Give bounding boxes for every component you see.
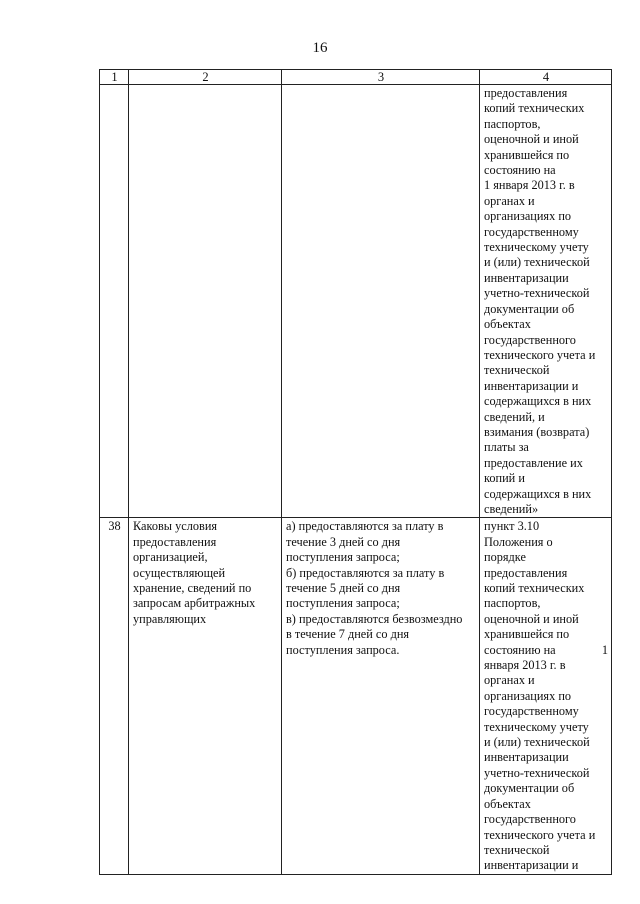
text-line: и (или) технической [484, 255, 590, 270]
text-line: инвентаризации [484, 750, 569, 765]
text-line: объектах [484, 796, 531, 811]
text-line: 1 [601, 642, 608, 657]
text-line: инвентаризации и [484, 378, 579, 393]
table-header-row [100, 70, 612, 85]
text-line: января 2013 г. в [484, 658, 566, 673]
text-line: течение 3 дней со дня [286, 534, 401, 549]
text-line: 1 января 2013 г. в [484, 178, 575, 193]
text-line: копий технических [484, 101, 585, 116]
text-line: сведений» [484, 501, 539, 516]
text-line: б) предоставляются за плату в [286, 565, 445, 580]
text-line: паспортов, [484, 596, 541, 611]
text-line: в течение 7 дней со дня [286, 627, 410, 642]
text-line: учетно-технической [484, 286, 590, 301]
text-line: копий технических [484, 581, 585, 595]
text-line: и (или) технической [484, 735, 590, 750]
column-header-1: 1 [100, 70, 129, 85]
column-header-4: 4 [480, 70, 612, 85]
text-line: хранившейся по [484, 627, 570, 642]
text-line: состоянию на [484, 163, 556, 178]
text-line: а) предоставляются за плату в [286, 519, 444, 534]
text-line: предоставления [133, 534, 217, 549]
text-line: технической [484, 842, 550, 857]
document-table [99, 69, 612, 875]
text-line: содержащихся в них [484, 394, 592, 409]
text-line: оценочной и иной [484, 132, 579, 147]
text-line: государственного [484, 812, 576, 827]
text-line: поступления запроса; [286, 596, 400, 611]
page-number: 16 [312, 40, 328, 56]
text-line: поступления запроса. [286, 642, 400, 657]
text-line: хранившейся по [484, 147, 570, 162]
table-row-continued [100, 85, 612, 518]
text-line: пункт 3.10 [484, 519, 540, 534]
text-line: организациях по [484, 209, 572, 224]
cell-source-continued [480, 85, 612, 518]
text-line: технического учета и [484, 827, 596, 842]
text-line: Каковы условия [133, 519, 218, 534]
text-line: взимания (возврата) [484, 424, 590, 439]
text-line: государственного [484, 332, 576, 347]
text-line: запросам арбитражных [133, 596, 256, 611]
text-line: техническому учету [484, 719, 589, 734]
cell-source [480, 518, 612, 874]
text-line: государственному [484, 224, 579, 239]
text-line: объектах [484, 317, 531, 332]
text-line: технического учета и [484, 347, 596, 362]
text-line: документации об [484, 781, 575, 796]
column-header-3: 3 [282, 70, 480, 85]
text-line: паспортов, [484, 116, 541, 131]
text-line: учетно-технической [484, 765, 590, 780]
text-line: государственному [484, 704, 579, 719]
text-line: документации об [484, 301, 575, 316]
cell-question [129, 518, 282, 874]
cell-answer-empty [282, 85, 480, 518]
text-line: содержащихся в них [484, 486, 592, 501]
text-line: оценочной и иной [484, 611, 579, 626]
text-line: хранение, сведений по [133, 581, 252, 595]
row-number: 38 [100, 518, 129, 874]
text-line: предоставления [484, 86, 568, 100]
text-line: копий и [484, 471, 525, 486]
text-line: состоянию на [484, 642, 556, 657]
text-line: инвентаризации и [484, 858, 579, 873]
column-header-2: 2 [129, 70, 282, 85]
text-line: технической [484, 363, 550, 378]
table-row-38 [100, 518, 612, 874]
text-line: организацией, [133, 550, 208, 565]
text-line: платы за [484, 440, 529, 455]
text-line: сведений, и [484, 409, 545, 424]
text-line: инвентаризации [484, 270, 569, 285]
cell-question-empty [129, 85, 282, 518]
justified-line [484, 643, 608, 658]
text-line: органах и [484, 193, 535, 208]
text-line: организациях по [484, 688, 572, 703]
text-line: техническому учету [484, 240, 589, 255]
text-line: порядке [484, 550, 526, 565]
text-line: течение 5 дней со дня [286, 581, 401, 595]
text-line: органах и [484, 673, 535, 688]
text-line: управляющих [133, 611, 207, 626]
text-line: поступления запроса; [286, 550, 400, 565]
text-line: предоставление их [484, 455, 583, 470]
text-line: предоставления [484, 565, 568, 580]
text-line: осуществляющей [133, 565, 226, 580]
cell-number-empty [100, 85, 129, 518]
text-line: в) предоставляются безвозмездно [286, 611, 463, 626]
cell-answer-options [282, 518, 480, 874]
text-line: Положения о [484, 534, 553, 549]
